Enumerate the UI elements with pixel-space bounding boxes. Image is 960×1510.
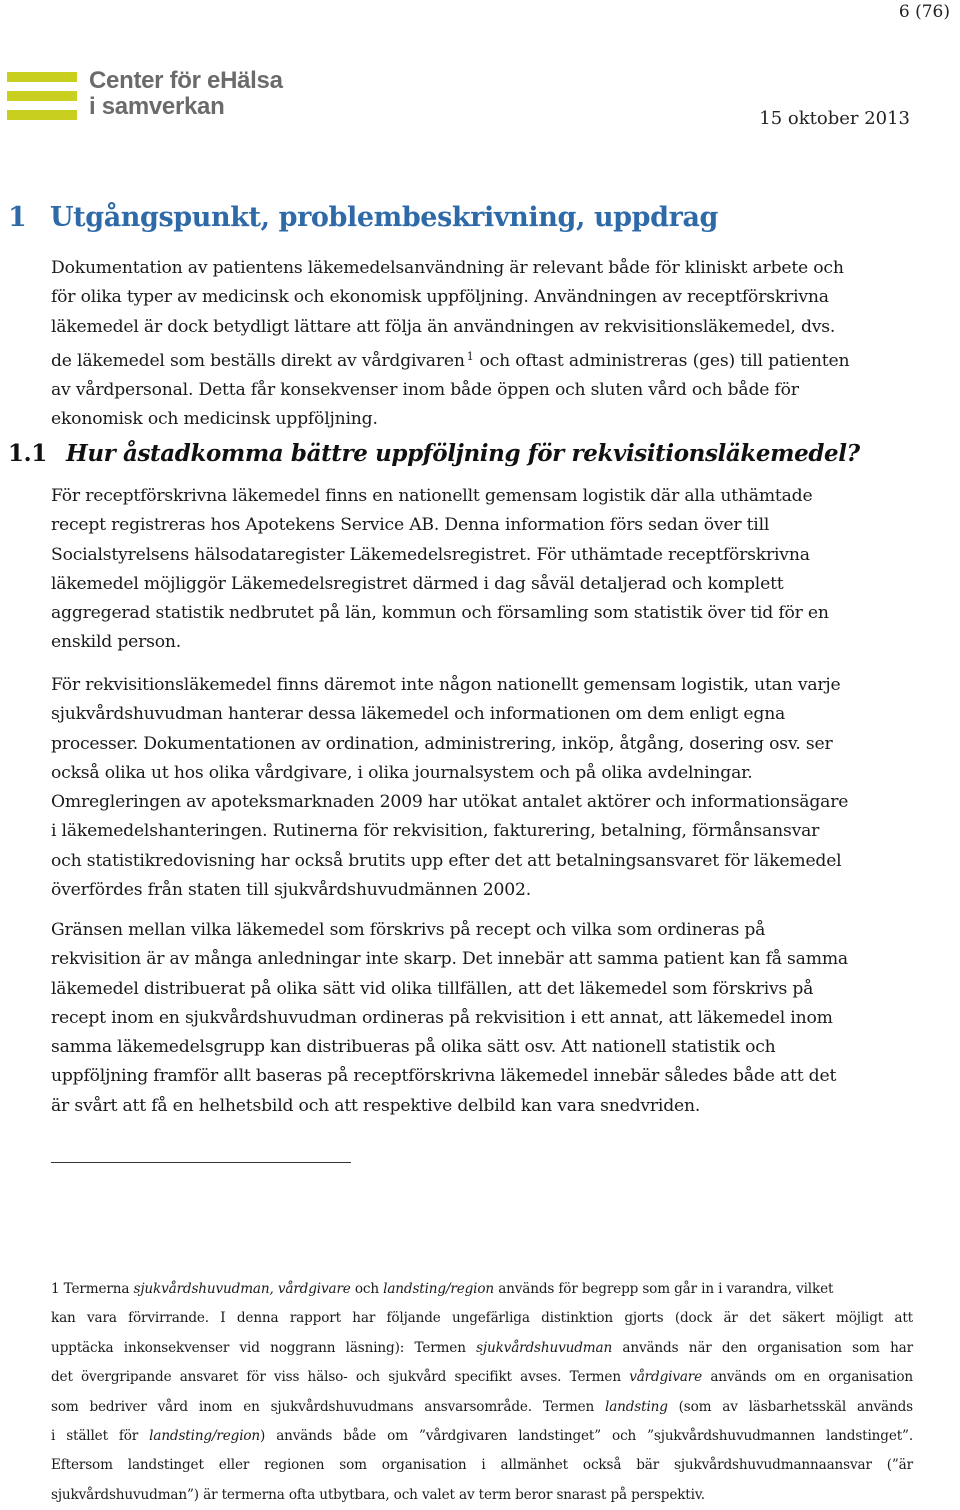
text-segment: och: [350, 1281, 384, 1297]
text-segment: i stället för: [51, 1428, 150, 1445]
footnote-marker: 1: [51, 1281, 60, 1297]
text-line: läkemedel möjliggör Läkemedelsregistret därmed i dag såväl detaljerad och komplett: [51, 573, 784, 594]
text-line: är svårt att få en helhetsbild och att respektive delbild kan vara snedvriden.: [51, 1095, 701, 1116]
text-line: överfördes från staten till sjukvårdshuvudmännen 2002.: [51, 880, 531, 901]
text-segment: och oftast administreras (ges) till patienten: [479, 350, 850, 371]
chapter-heading: [8, 202, 718, 233]
text-line: sjukvårdshuvudman hanterar dessa läkemedel och informationen om dem enligt egna: [51, 704, 786, 725]
text-segment: som bedriver vård inom en sjukvårdshuvudmans ansvarsområde. Termen: [51, 1398, 605, 1415]
text-line: och statistikredovisning har också brutits upp efter det att betalningsansvaret för läkemedel: [51, 850, 842, 871]
footnote-line: kan vara förvirrande. I denna rapport har följande ungefärliga distinktion gjorts (dock är det säkert möjligt att: [51, 1310, 913, 1327]
text-segment: används när den organisation som har: [612, 1339, 913, 1356]
text-line: i läkemedelshanteringen. Rutinerna för rekvisition, fakturering, betalning, förmånsansvar: [51, 821, 820, 842]
term: sjukvårdshuvudman, vårdgivare: [133, 1281, 351, 1297]
footnote-line: sjukvårdshuvudman”) är termerna ofta utbytbara, och valet av term beror snarast på perspektiv.: [51, 1486, 705, 1503]
footnote-line: [51, 1393, 913, 1422]
text-segment: upptäcka inkonsekvenser vid noggrann läsning): Termen: [51, 1339, 477, 1356]
term: landsting: [605, 1398, 668, 1415]
footnote-line: [51, 1334, 913, 1363]
footnote-line: [51, 1275, 913, 1304]
footnote: [51, 1275, 913, 1510]
page-number: 6 (76): [898, 2, 950, 22]
footnote-line: Eftersom landstinget eller regionen som organisation i allmänhet också bär sjukvårdshuvudmannaansvar (”är: [51, 1457, 913, 1474]
footnote-separator: [51, 1162, 351, 1163]
text-line: av vårdpersonal. Detta får konsekvenser inom både öppen och sluten vård och både för: [51, 380, 799, 401]
section-heading: [8, 440, 860, 467]
paragraph-1: [51, 482, 913, 658]
section-title: Hur åstadkomma bättre uppföljning för rekvisitionsläkemedel?: [66, 440, 860, 467]
logo-line-1: Center för eHälsa: [89, 67, 283, 94]
term: sjukvårdshuvudman: [476, 1339, 613, 1356]
text-line: recept registreras hos Apotekens Service AB. Denna information förs sedan över till: [51, 515, 770, 536]
text-line: Socialstyrelsens hälsodataregister Läkemedelsregistret. För uthämtade receptförskrivna: [51, 544, 810, 565]
intro-paragraph: [51, 254, 913, 435]
logo-text: [89, 68, 283, 120]
text-segment: de läkemedel som beställs direkt av vårdgivaren: [51, 350, 465, 371]
text-line: processer. Dokumentationen av ordination, administrering, inköp, åtgång, dosering osv. ser: [51, 733, 833, 754]
text-line: samma läkemedelsgrupp kan distribueras på olika sätt osv. Att nationell statistik och: [51, 1037, 776, 1058]
text-segment: används om en organisation: [702, 1369, 914, 1386]
text-line: aggregerad statistik nedbrutet på län, kommun och församling som statistik över tid för en: [51, 603, 829, 624]
text-segment: det övergripande ansvaret för viss hälso- och sjukvård specifikt avses. Termen: [51, 1369, 630, 1386]
text-line: recept inom en sjukvårdshuvudman ordineras på rekvisition i ett annat, att läkemedel inom: [51, 1007, 833, 1028]
text-line: Dokumentation av patientens läkemedelsanvändning är relevant både för kliniskt arbete och: [51, 258, 844, 278]
footnote-line: [51, 1422, 913, 1451]
text-line: För rekvisitionsläkemedel finns däremot inte någon nationellt gemensam logistik, utan varje: [51, 675, 841, 695]
text-line: läkemedel är dock betydligt lättare att följa än användningen av rekvisitionsläkemedel, dvs.: [51, 316, 836, 337]
text-segment: (som av läsbarhetsskäl används: [667, 1398, 913, 1415]
section-number: 1.1: [8, 440, 47, 467]
paragraph-3: [51, 916, 913, 1121]
text-line: [51, 342, 913, 376]
text-line: rekvisition är av många anledningar inte skarp. Det innebär att samma patient kan få samma: [51, 949, 848, 970]
text-line: För receptförskrivna läkemedel finns en nationellt gemensam logistik där alla uthämtade: [51, 486, 813, 506]
footnote-line: [51, 1363, 913, 1392]
term: landsting/region: [383, 1281, 495, 1297]
text-line: Omregleringen av apoteksmarknaden 2009 har utökat antalet aktörer och informationsägare: [51, 792, 849, 813]
text-line: uppföljning framför allt baseras på receptförskrivna läkemedel innebär således både att det: [51, 1066, 837, 1087]
text-segment: ) används både om ”vårdgivaren landstinget” och ”sjukvårdshuvudmannen landstinget”.: [260, 1428, 914, 1445]
document-date: 15 oktober 2013: [759, 108, 910, 129]
logo-line-2: i samverkan: [89, 93, 225, 120]
term: landsting/region: [149, 1428, 261, 1445]
text-line: Gränsen mellan vilka läkemedel som förskrivs på recept och vilka som ordineras på: [51, 920, 766, 940]
footnote-reference[interactable]: 1: [466, 349, 474, 363]
text-line: ekonomisk och medicinsk uppföljning.: [51, 409, 378, 430]
logo-bars-icon: [7, 72, 77, 120]
chapter-number: 1: [8, 202, 27, 233]
text-segment: används för begrepp som går in i varandra, vilket: [494, 1281, 834, 1297]
text-line: läkemedel distribuerat på olika sätt vid olika tillfällen, att det läkemedel som förskrivs på: [51, 978, 814, 999]
term: vårdgivare: [629, 1369, 703, 1386]
paragraph-2: [51, 671, 913, 905]
text-line: enskild person.: [51, 632, 182, 653]
text-segment: Termerna: [59, 1281, 134, 1297]
text-line: för olika typer av medicinsk och ekonomisk uppföljning. Användningen av receptförskrivna: [51, 287, 829, 308]
chapter-title: Utgångspunkt, problembeskrivning, uppdrag: [50, 202, 719, 233]
text-line: också olika ut hos olika vårdgivare, i olika journalsystem och på olika avdelningar.: [51, 762, 753, 783]
organization-logo: [7, 67, 283, 124]
